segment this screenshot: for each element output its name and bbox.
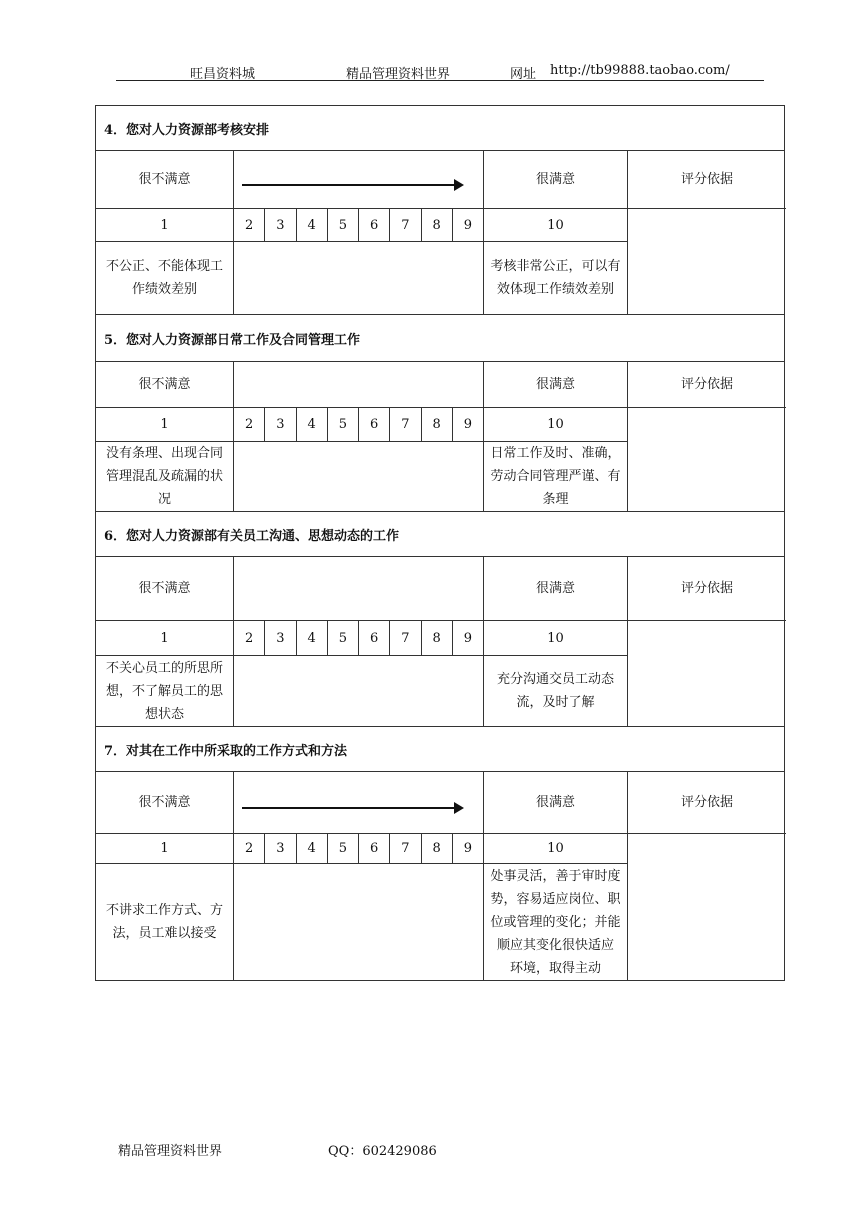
score-cell[interactable]: 4: [297, 408, 328, 442]
description-line: 处事灵活，善于审时度: [490, 868, 621, 884]
score-cell[interactable]: 3: [265, 408, 296, 442]
survey-section: [95, 315, 785, 512]
basis-label: 评分依据: [628, 772, 786, 834]
section-title: 7．对其在工作中所采取的工作方式和方法: [96, 727, 784, 772]
description-line: 不公正、不能体现工: [105, 259, 223, 274]
header-world-name: 精品管理资料世界: [346, 67, 451, 82]
description-line: 日常工作及时、准确，: [490, 446, 621, 461]
score-cell[interactable]: 6: [359, 209, 390, 242]
score-cell[interactable]: 7: [390, 834, 421, 864]
survey-section: [95, 512, 785, 727]
header-divider: [116, 80, 764, 81]
score-cell[interactable]: 10: [484, 408, 628, 442]
score-cell[interactable]: 2: [234, 834, 265, 864]
score-cell[interactable]: 7: [390, 408, 421, 442]
high-label: 很满意: [484, 362, 628, 408]
rating-grid: [96, 151, 784, 314]
score-cell[interactable]: 10: [484, 209, 628, 242]
description-line: 效体现工作绩效差别: [496, 282, 614, 297]
description-line: 位或管理的变化；并能: [490, 914, 621, 930]
score-cell[interactable]: 8: [422, 621, 453, 656]
footer-qq: QQ：602429086: [328, 1144, 437, 1159]
description-line: 顺应其变化很快适应: [496, 937, 614, 953]
description-line: 况: [157, 492, 171, 507]
survey-section: [95, 727, 785, 981]
scale-arrow-cell: [234, 557, 484, 621]
rating-grid: [96, 557, 784, 726]
rating-grid: [96, 772, 784, 980]
arrow-right-icon: [242, 184, 462, 186]
low-label: 很不满意: [96, 557, 234, 621]
description-line: 环境，取得主动: [509, 960, 601, 976]
section-title: 4．您对人力资源部考核安排: [96, 106, 784, 151]
middle-blank-cell: [234, 656, 484, 726]
score-cell[interactable]: 5: [328, 621, 359, 656]
low-description: [96, 864, 234, 980]
middle-blank-cell: [234, 442, 484, 511]
middle-blank-cell: [234, 864, 484, 980]
score-cell[interactable]: 1: [96, 408, 234, 442]
score-cell[interactable]: 5: [328, 834, 359, 864]
score-cell[interactable]: 9: [453, 621, 484, 656]
high-label: 很满意: [484, 772, 628, 834]
high-description: [484, 442, 628, 511]
description-line: 劳动合同管理严谨、有: [490, 469, 621, 484]
survey-table: [95, 105, 785, 981]
basis-input-cell: [628, 408, 786, 511]
low-label: 很不满意: [96, 772, 234, 834]
description-line: 法，员工难以接受: [112, 926, 217, 941]
score-cell[interactable]: 4: [297, 621, 328, 656]
score-cell[interactable]: 2: [234, 209, 265, 242]
score-cell[interactable]: 1: [96, 209, 234, 242]
score-cell[interactable]: 6: [359, 408, 390, 442]
score-cell[interactable]: 5: [328, 209, 359, 242]
score-cell[interactable]: 2: [234, 408, 265, 442]
description-line: 势，容易适应岗位、职: [490, 891, 621, 907]
header-url-label: 网址: [510, 67, 537, 82]
high-description: [484, 242, 628, 314]
high-label: 很满意: [484, 557, 628, 621]
low-description: [96, 442, 234, 511]
score-cell[interactable]: 8: [422, 209, 453, 242]
score-cell[interactable]: 10: [484, 834, 628, 864]
description-line: 流，及时了解: [516, 695, 595, 710]
score-cell[interactable]: 1: [96, 621, 234, 656]
description-line: 想状态: [144, 706, 184, 722]
basis-label: 评分依据: [628, 557, 786, 621]
score-cell[interactable]: 8: [422, 834, 453, 864]
score-cell[interactable]: 6: [359, 834, 390, 864]
score-cell[interactable]: 6: [359, 621, 390, 656]
description-line: 充分沟通交员工动态: [496, 672, 614, 687]
middle-blank-cell: [234, 242, 484, 314]
score-cell[interactable]: 1: [96, 834, 234, 864]
score-cell[interactable]: 9: [453, 408, 484, 442]
basis-label: 评分依据: [628, 151, 786, 209]
score-cell[interactable]: 8: [422, 408, 453, 442]
score-cell[interactable]: 10: [484, 621, 628, 656]
page-header: [0, 63, 868, 82]
score-cell[interactable]: 2: [234, 621, 265, 656]
high-label: 很满意: [484, 151, 628, 209]
description-line: 条理: [542, 492, 569, 507]
section-title: 6．您对人力资源部有关员工沟通、思想动态的工作: [96, 512, 784, 557]
basis-input-cell: [628, 834, 786, 980]
description-line: 不关心员工的所思所: [105, 660, 223, 676]
low-description: [96, 656, 234, 726]
basis-input-cell: [628, 209, 786, 314]
score-cell[interactable]: 7: [390, 621, 421, 656]
scale-arrow-cell: [234, 362, 484, 408]
header-shop-name: 旺昌资料城: [190, 67, 256, 82]
section-title: 5．您对人力资源部日常工作及合同管理工作: [96, 315, 784, 362]
description-line: 不讲求工作方式、方: [105, 903, 223, 918]
high-description: [484, 656, 628, 726]
description-line: 管理混乱及疏漏的状: [105, 469, 223, 484]
high-description: [484, 864, 628, 980]
score-cell[interactable]: 9: [453, 209, 484, 242]
description-line: 作绩效差别: [131, 282, 197, 297]
description-line: 没有条理、出现合同: [105, 446, 223, 461]
score-cell[interactable]: 3: [265, 834, 296, 864]
score-cell[interactable]: 7: [390, 209, 421, 242]
score-cell[interactable]: 4: [297, 209, 328, 242]
low-label: 很不满意: [96, 362, 234, 408]
rating-grid: [96, 362, 784, 511]
score-cell[interactable]: 3: [265, 621, 296, 656]
score-cell[interactable]: 4: [297, 834, 328, 864]
header-url[interactable]: http://tb99888.taobao.com/: [550, 63, 730, 78]
description-line: 想，不了解员工的思: [105, 683, 223, 699]
score-cell[interactable]: 9: [453, 834, 484, 864]
arrow-right-icon: [242, 807, 462, 809]
score-cell[interactable]: 3: [265, 209, 296, 242]
basis-input-cell: [628, 621, 786, 726]
footer-world-name: 精品管理资料世界: [118, 1144, 223, 1159]
basis-label: 评分依据: [628, 362, 786, 408]
score-cell[interactable]: 5: [328, 408, 359, 442]
description-line: 考核非常公正，可以有: [490, 259, 621, 274]
scale-arrow-cell: [234, 772, 484, 834]
survey-section: [95, 105, 785, 315]
low-label: 很不满意: [96, 151, 234, 209]
low-description: [96, 242, 234, 314]
scale-arrow-cell: [234, 151, 484, 209]
